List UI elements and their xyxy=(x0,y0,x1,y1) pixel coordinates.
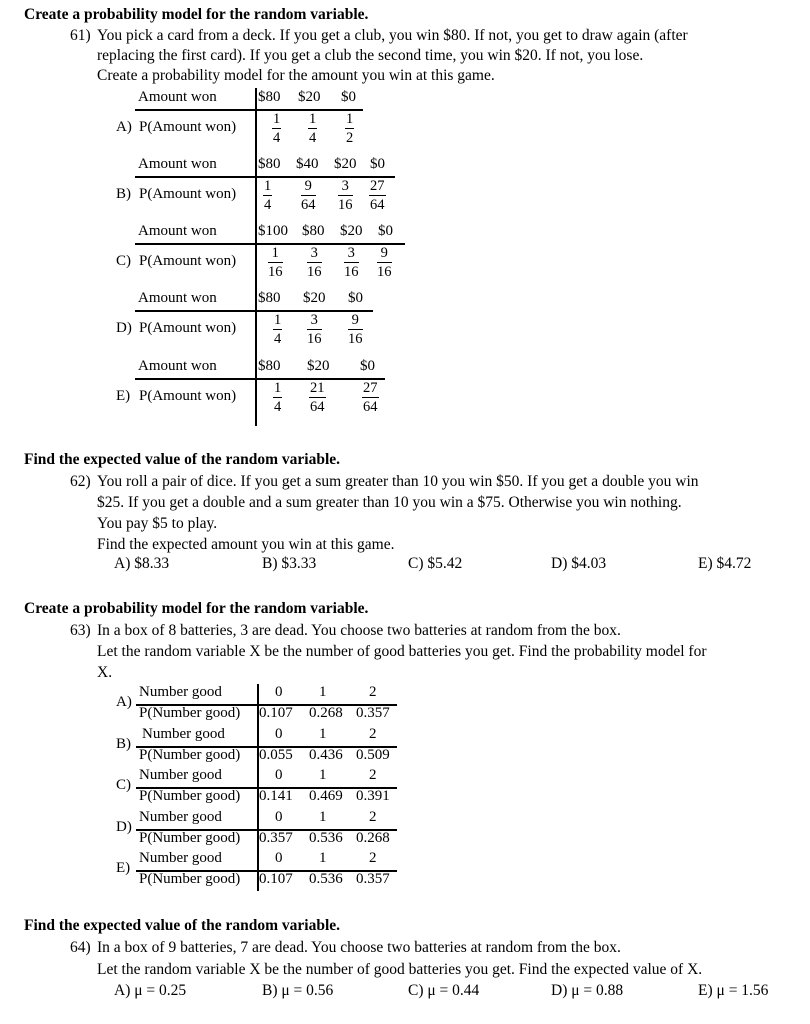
option-letter: D) xyxy=(116,819,132,835)
probability-cell: 0.141 xyxy=(259,788,293,804)
value-cell: $80 xyxy=(258,156,281,172)
probability-fraction: $\frac{1}{2}$ xyxy=(346,111,354,146)
value-cell: $80 xyxy=(258,290,281,306)
probability-fraction: $\frac{3}{16}$ xyxy=(344,245,359,280)
probability-cell: 0.268 xyxy=(356,830,390,846)
probability-cell: 0.107 xyxy=(259,705,293,721)
probability-fraction: $\frac{21}{64}$ xyxy=(310,380,325,415)
value-cell: 0 xyxy=(275,684,283,700)
row-label-probability: P(Number good) xyxy=(139,830,241,846)
table-rule xyxy=(135,310,373,312)
row-label-amount: Amount won xyxy=(138,358,217,374)
table-rule xyxy=(135,243,405,245)
value-cell: $20 xyxy=(340,223,363,239)
question-text-line: You pick a card from a deck. If you get a club, you win $80. If not, you get to draw again (after xyxy=(97,27,688,44)
probability-fraction: $\frac{9}{16}$ xyxy=(348,312,363,347)
value-cell: 1 xyxy=(319,809,327,825)
option-letter: A) xyxy=(116,119,132,135)
answer-choice-a[interactable]: A) $8.33 xyxy=(114,555,170,572)
question-text-line: Let the random variable X be the number of good batteries you get. Find the expected value of X. xyxy=(97,961,703,978)
value-cell: 0 xyxy=(275,809,283,825)
row-label-probability: P(Number good) xyxy=(139,705,241,721)
row-label-probability: P(Amount won) xyxy=(139,388,237,404)
value-cell: $20 xyxy=(303,290,326,306)
probability-fraction: $\frac{1}{4}$ xyxy=(274,380,282,415)
probability-cell: 0.509 xyxy=(356,747,390,763)
table-rule xyxy=(135,109,363,111)
value-cell: $0 xyxy=(348,290,363,306)
answer-choice-d[interactable]: D) μ = 0.88 xyxy=(551,982,624,999)
value-cell: 1 xyxy=(319,850,327,866)
row-label-number: Number good xyxy=(142,726,225,742)
question-text-line: In a box of 8 batteries, 3 are dead. You choose two batteries at random from the box. xyxy=(97,622,621,639)
question-text-line: Let the random variable X be the number of good batteries you get. Find the probability model for xyxy=(97,643,707,660)
question-number: 64) xyxy=(70,939,91,956)
value-cell: $80 xyxy=(258,358,281,374)
probability-cell: 0.107 xyxy=(259,871,293,887)
value-cell: 2 xyxy=(369,684,377,700)
option-letter: B) xyxy=(116,736,131,752)
probability-cell: 0.536 xyxy=(309,871,343,887)
option-letter: C) xyxy=(116,253,131,269)
value-cell: 1 xyxy=(319,726,327,742)
section-heading: Find the expected value of the random variable. xyxy=(24,451,341,468)
value-cell: $40 xyxy=(296,156,319,172)
probability-fraction: $\frac{3}{16}$ xyxy=(307,245,322,280)
section-heading: Create a probability model for the random variable. xyxy=(24,600,369,617)
row-label-amount: Amount won xyxy=(138,223,217,239)
probability-fraction: $\frac{1}{4}$ xyxy=(273,111,281,146)
row-label-probability: P(Number good) xyxy=(139,871,241,887)
question-text-line: Find the expected amount you win at this game. xyxy=(97,536,395,553)
probability-cell: 0.536 xyxy=(309,830,343,846)
row-label-number: Number good xyxy=(139,684,222,700)
probability-fraction: $\frac{27}{64}$ xyxy=(363,380,378,415)
answer-choice-b[interactable]: B) μ = 0.56 xyxy=(262,982,334,999)
question-text-line: You pay $5 to play. xyxy=(97,515,218,532)
value-cell: $20 xyxy=(334,156,357,172)
probability-cell: 0.268 xyxy=(309,705,343,721)
probability-cell: 0.469 xyxy=(309,788,343,804)
question-number: 61) xyxy=(70,27,91,44)
probability-cell: 0.357 xyxy=(259,830,293,846)
table-divider-vertical xyxy=(255,88,257,426)
section-heading: Find the expected value of the random variable. xyxy=(24,917,341,934)
answer-choice-c[interactable]: C) $5.42 xyxy=(408,555,463,572)
value-cell: 0 xyxy=(275,850,283,866)
row-label-probability: P(Amount won) xyxy=(139,186,237,202)
value-cell: 2 xyxy=(369,726,377,742)
probability-fraction: $\frac{3}{16}$ xyxy=(338,178,353,213)
question-text-line: $25. If you get a double and a sum greater than 10 you win a $75. Otherwise you win nothing. xyxy=(97,494,682,511)
answer-choice-e[interactable]: E) $4.72 xyxy=(698,555,752,572)
question-number: 62) xyxy=(70,473,91,490)
value-cell: 2 xyxy=(369,850,377,866)
answer-choice-c[interactable]: C) μ = 0.44 xyxy=(408,982,480,999)
row-label-probability: P(Number good) xyxy=(139,747,241,763)
option-letter: D) xyxy=(116,320,132,336)
probability-cell: 0.436 xyxy=(309,747,343,763)
probability-cell: 0.391 xyxy=(356,788,390,804)
question-text-line: You roll a pair of dice. If you get a sum greater than 10 you win $50. If you get a double you win xyxy=(97,473,699,490)
probability-fraction: $\frac{1}{4}$ xyxy=(309,111,317,146)
probability-cell: 0.055 xyxy=(259,747,293,763)
question-number: 63) xyxy=(70,622,91,639)
row-label-amount: Amount won xyxy=(138,89,217,105)
value-cell: 1 xyxy=(319,767,327,783)
section-heading: Create a probability model for the random variable. xyxy=(24,6,369,23)
probability-fraction: $\frac{1}{16}$ xyxy=(268,245,283,280)
probability-cell: 0.357 xyxy=(356,871,390,887)
table-rule xyxy=(135,378,385,380)
value-cell: $0 xyxy=(360,358,375,374)
answer-choice-a[interactable]: A) μ = 0.25 xyxy=(114,982,187,999)
value-cell: $80 xyxy=(258,89,281,105)
row-label-probability: P(Amount won) xyxy=(139,320,237,336)
value-cell: 2 xyxy=(369,809,377,825)
probability-fraction: $\frac{9}{64}$ xyxy=(301,178,316,213)
row-label-probability: P(Amount won) xyxy=(139,119,237,135)
value-cell: 0 xyxy=(275,767,283,783)
value-cell: $100 xyxy=(258,223,288,239)
option-letter: E) xyxy=(116,388,131,404)
option-letter: C) xyxy=(116,777,131,793)
probability-fraction: $\frac{9}{16}$ xyxy=(377,245,392,280)
value-cell: $0 xyxy=(341,89,356,105)
question-text-line: X. xyxy=(97,664,113,681)
answer-choice-b[interactable]: B) $3.33 xyxy=(262,555,317,572)
question-text-line: In a box of 9 batteries, 7 are dead. You choose two batteries at random from the box. xyxy=(97,939,621,956)
probability-fraction: $\frac{1}{4}$ xyxy=(274,312,282,347)
answer-choice-d[interactable]: D) $4.03 xyxy=(551,555,607,572)
option-letter: A) xyxy=(116,694,132,710)
row-label-number: Number good xyxy=(139,809,222,825)
row-label-probability: P(Amount won) xyxy=(139,253,237,269)
probability-cell: 0.357 xyxy=(356,705,390,721)
value-cell: 2 xyxy=(369,767,377,783)
question-text-line: replacing the first card). If you get a club the second time, you win $20. If not, you lose. xyxy=(97,47,644,64)
row-label-probability: P(Number good) xyxy=(139,788,241,804)
option-letter: B) xyxy=(116,186,131,202)
probability-fraction: $\frac{1}{4}$ xyxy=(264,178,272,213)
row-label-amount: Amount won xyxy=(138,156,217,172)
value-cell: $20 xyxy=(307,358,330,374)
probability-fraction: $\frac{3}{16}$ xyxy=(307,312,322,347)
option-letter: E) xyxy=(116,860,131,876)
row-label-amount: Amount won xyxy=(138,290,217,306)
probability-fraction: $\frac{27}{64}$ xyxy=(370,178,385,213)
answer-choice-e[interactable]: E) μ = 1.56 xyxy=(698,982,769,999)
question-text-line: Create a probability model for the amount you win at this game. xyxy=(97,67,495,84)
row-label-number: Number good xyxy=(139,850,222,866)
value-cell: $20 xyxy=(298,89,321,105)
value-cell: 1 xyxy=(319,684,327,700)
value-cell: $0 xyxy=(370,156,385,172)
value-cell: $0 xyxy=(378,223,393,239)
row-label-number: Number good xyxy=(139,767,222,783)
value-cell: 0 xyxy=(275,726,283,742)
value-cell: $80 xyxy=(302,223,325,239)
